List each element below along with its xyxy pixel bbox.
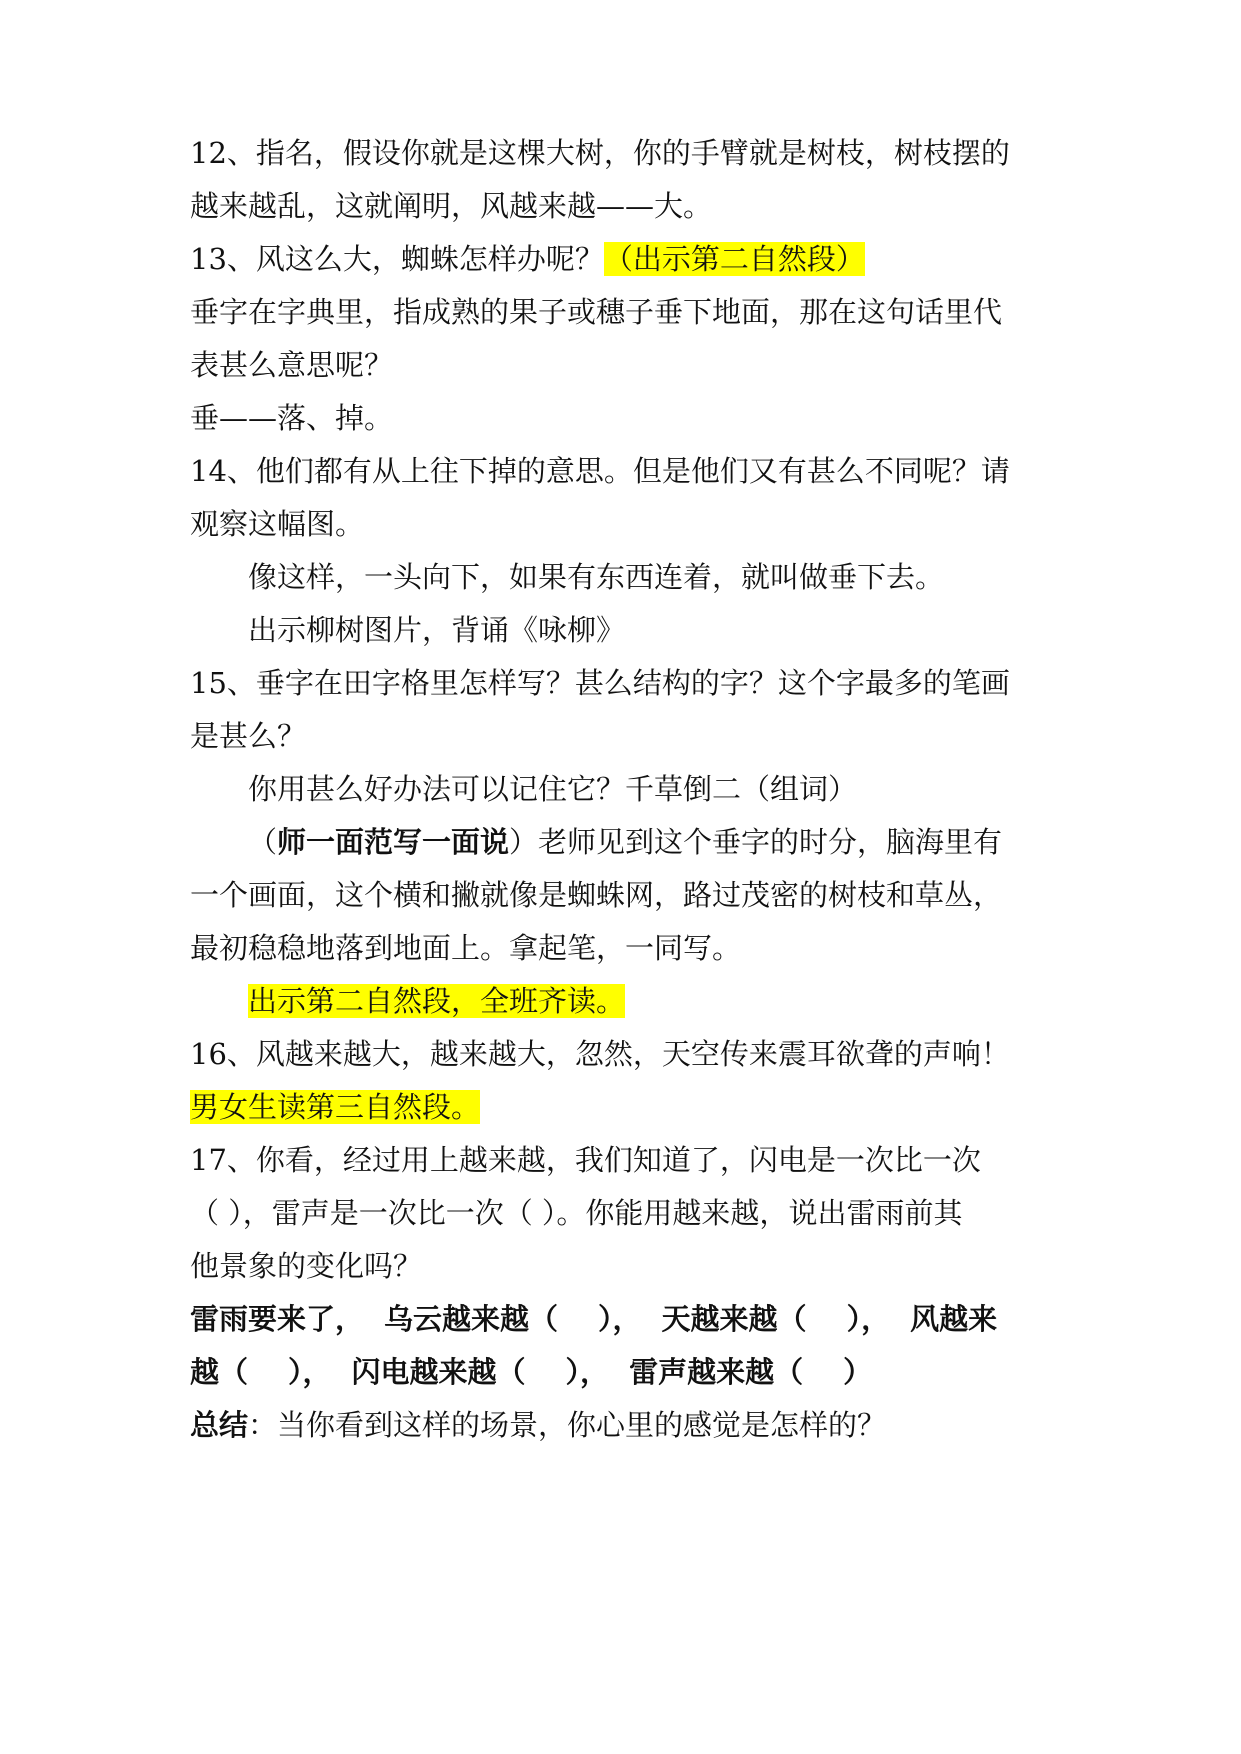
- teacher-demo-line-2: 一个画面，这个横和撇就像是蜘蛛网，路过茂密的树枝和草丛，: [190, 878, 1003, 912]
- chui-definition-line-1: 垂字在字典里，指成熟的果子或穗子垂下地面，那在这句话里代: [190, 295, 1003, 329]
- para-14-line-2: 观察这幅图。: [190, 507, 365, 541]
- read-para-3-line: [190, 1078, 480, 1136]
- fill-blank-sky: 天越来越（: [661, 1302, 807, 1336]
- fill-blank-intro: 雷雨要来了，: [190, 1302, 365, 1336]
- para-15-line-2: 是甚么？: [190, 719, 307, 753]
- memory-method: 你用甚么好办法可以记住它？千草倒二（组词）: [248, 772, 858, 806]
- summary-text: ：当你看到这样的场景，你心里的感觉是怎样的？: [248, 1408, 887, 1442]
- fill-blank-lightning: 闪电越来越（: [351, 1355, 526, 1389]
- para-17-line-1: 17、你看，经过用上越来越，我们知道了，闪电是一次比一次: [190, 1143, 981, 1177]
- teacher-demo-open-paren: （: [248, 825, 278, 859]
- para-17-line-2: （ ），雷声是一次比一次（ ）。你能用越来越，说出雷雨前其: [190, 1196, 963, 1230]
- fill-blank-wind-cont: 越（: [190, 1355, 249, 1389]
- fill-blank-lightning-close: ），: [565, 1355, 610, 1389]
- para-12-line-2: 越来越乱，这就阐明，风越来越——大。: [190, 189, 713, 223]
- teacher-demo-rest: ）老师见到这个垂字的时分，脑海里有: [509, 825, 1003, 859]
- para-13-text: 13、风这么大，蜘蛛怎样办呢？: [190, 242, 604, 276]
- chui-definition-line-2: 表甚么意思呢？: [190, 348, 394, 382]
- fill-blank-thunder: 雷声越来越（: [629, 1355, 804, 1389]
- summary-line: [190, 1396, 886, 1454]
- para-15-line-1: 15、垂字在田字格里怎样写？甚么结构的字？这个字最多的笔画: [190, 666, 1010, 700]
- show-willow-recite: 出示柳树图片，背诵《咏柳》: [248, 613, 626, 647]
- teacher-demo-bold: 师一面范写一面说: [277, 825, 510, 859]
- para-13-line: [190, 230, 865, 288]
- highlight-class-read-para-2: 出示第二自然段，全班齐读。: [248, 984, 626, 1018]
- chui-meaning: 垂——落、掉。: [190, 401, 394, 435]
- fill-blank-sky-close: ），: [846, 1302, 891, 1336]
- highlight-show-para-2: （出示第二自然段）: [603, 242, 865, 276]
- teacher-demo-line-1: [248, 813, 1002, 871]
- explain-hang-down: 像这样，一头向下，如果有东西连着，就叫做垂下去。: [248, 560, 945, 594]
- fill-blank-thunder-close: ）: [843, 1355, 873, 1389]
- fill-blank-line-1: [190, 1290, 997, 1348]
- read-para-2-line: [248, 972, 625, 1030]
- fill-blank-line-2: [190, 1343, 872, 1401]
- teacher-demo-line-3: 最初稳稳地落到地面上。拿起笔，一同写。: [190, 931, 742, 965]
- summary-label: 总结: [190, 1408, 249, 1442]
- highlight-boys-girls-read-para-3: 男女生读第三自然段。: [190, 1090, 481, 1124]
- para-14-line-1: 14、他们都有从上往下掉的意思。但是他们又有甚么不同呢？请: [190, 454, 1010, 488]
- fill-blank-wind-close: ），: [288, 1355, 332, 1389]
- fill-blank-clouds-close: ），: [598, 1302, 642, 1336]
- para-17-line-3: 他景象的变化吗？: [190, 1249, 423, 1283]
- para-12-line-1: 12、指名，假设你就是这棵大树，你的手臂就是树枝，树枝摆的: [190, 136, 1010, 170]
- fill-blank-wind: 风越来: [910, 1302, 998, 1336]
- fill-blank-clouds: 乌云越来越（: [384, 1302, 559, 1336]
- para-16-line: 16、风越来越大，越来越大，忽然，天空传来震耳欲聋的声响！: [190, 1037, 1010, 1071]
